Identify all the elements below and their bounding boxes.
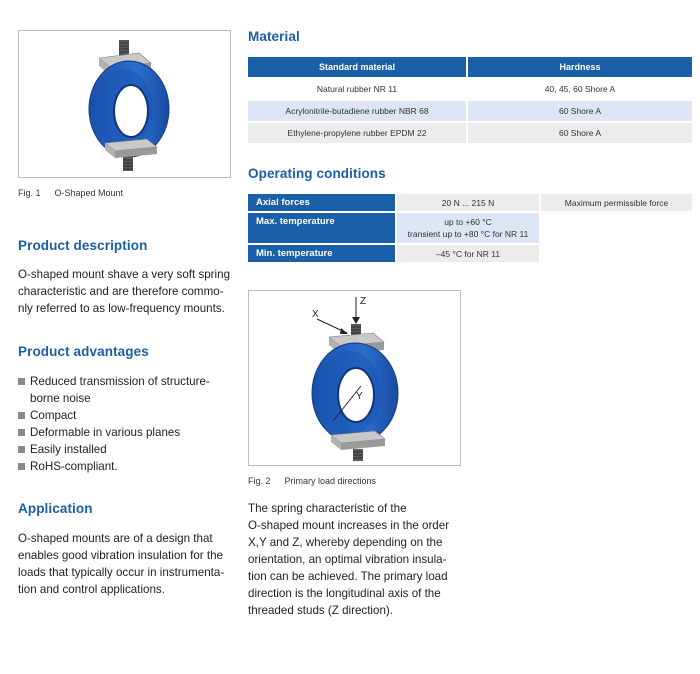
product-description-line: characteristic and are therefore commo- [18, 285, 224, 298]
operating-conditions-heading: Operating conditions [248, 166, 386, 181]
spring-text-line: O-shaped mount increases in the order [248, 519, 450, 532]
spring-text-line: direction is the longitudinal axis of the [248, 587, 441, 600]
operating-conditions-table [246, 192, 694, 264]
bullet-square-icon [18, 412, 25, 419]
empty-cell [541, 213, 692, 243]
figure-2-number: Fig. 2 [248, 476, 271, 486]
spring-text-line: The spring characteristic of the [248, 502, 407, 515]
min-temperature-label: Min. temperature [248, 245, 395, 262]
hardness-cell: 40, 45, 60 Shore A [468, 79, 692, 99]
min-temperature-value: –45 °C for NR 11 [397, 245, 539, 262]
product-description-text [18, 266, 243, 317]
list-item: Deformable in various planes [18, 424, 243, 441]
list-item: Reduced transmission of structure- borne noise [18, 373, 243, 407]
bullet-square-icon [18, 446, 25, 453]
figure-2-caption-text: Primary load directions [284, 476, 377, 486]
material-heading: Material [248, 29, 300, 44]
product-description-line: nly referred to as low-frequency mounts. [18, 302, 225, 315]
max-temperature-line: transient up to +80 °C for NR 11 [407, 229, 529, 239]
max-temperature-label: Max. temperature [248, 213, 395, 243]
spring-text-line: threaded studs (Z direction). [248, 604, 393, 617]
product-advantages-list [18, 373, 243, 475]
figure-2-box [248, 290, 461, 466]
load-directions-image [249, 291, 460, 465]
figure-2-caption [248, 476, 376, 486]
empty-cell [541, 245, 692, 262]
bullet-square-icon [18, 463, 25, 470]
table-row [248, 245, 692, 262]
column-header-hardness: Hardness [468, 57, 692, 77]
spring-characteristic-text [248, 500, 478, 619]
y-axis-label: Y [356, 391, 363, 402]
axial-forces-label: Axial forces [248, 194, 395, 211]
hardness-cell: 60 Shore A [468, 123, 692, 143]
column-header-standard-material: Standard material [248, 57, 466, 77]
table-row [248, 101, 692, 121]
table-row [248, 194, 692, 211]
application-line: tion and control applications. [18, 583, 165, 596]
table-row [248, 123, 692, 143]
z-axis-label: Z [360, 296, 367, 307]
bullet-square-icon [18, 378, 25, 385]
material-cell: Acrylonitrile-butadiene rubber NBR 68 [248, 101, 466, 121]
table-row [248, 213, 692, 243]
application-line: enables good vibration insulation for the [18, 549, 223, 562]
product-description-line: O-shaped mount shave a very soft spring [18, 268, 231, 281]
max-temperature-line: up to +60 °C [444, 217, 492, 227]
material-cell: Ethylene-propylene rubber EPDM 22 [248, 123, 466, 143]
product-advantages-heading: Product advantages [18, 344, 149, 359]
product-description-heading: Product description [18, 238, 148, 253]
application-heading: Application [18, 501, 93, 516]
application-line: O-shaped mounts are of a design that [18, 532, 213, 545]
x-axis-label: X [312, 309, 319, 320]
max-temperature-value [397, 213, 539, 243]
spring-text-line: tion can be achieved. The primary load [248, 570, 448, 583]
application-line: loads that typically occur in instrumenta- [18, 566, 225, 579]
list-item: RoHS-compliant. [18, 458, 243, 475]
material-table [246, 55, 694, 145]
table-row [248, 79, 692, 99]
hardness-cell: 60 Shore A [468, 101, 692, 121]
figure-1-caption-text: O-Shaped Mount [54, 188, 124, 198]
list-item: Easily installed [18, 441, 243, 458]
material-cell: Natural rubber NR 11 [248, 79, 466, 99]
figure-1-number: Fig. 1 [18, 188, 41, 198]
o-shaped-mount-image [19, 31, 230, 177]
figure-1-box [18, 30, 231, 178]
spring-text-line: X,Y and Z, whereby depending on the [248, 536, 443, 549]
figure-1-caption [18, 188, 123, 198]
list-item: Compact [18, 407, 243, 424]
table-header-row [248, 57, 692, 77]
application-text [18, 530, 243, 598]
bullet-square-icon [18, 429, 25, 436]
spring-text-line: orientation, an optimal vibration insula- [248, 553, 447, 566]
axial-forces-value: 20 N ... 215 N [397, 194, 539, 211]
axial-forces-note: Maximum permissible force [541, 194, 692, 211]
